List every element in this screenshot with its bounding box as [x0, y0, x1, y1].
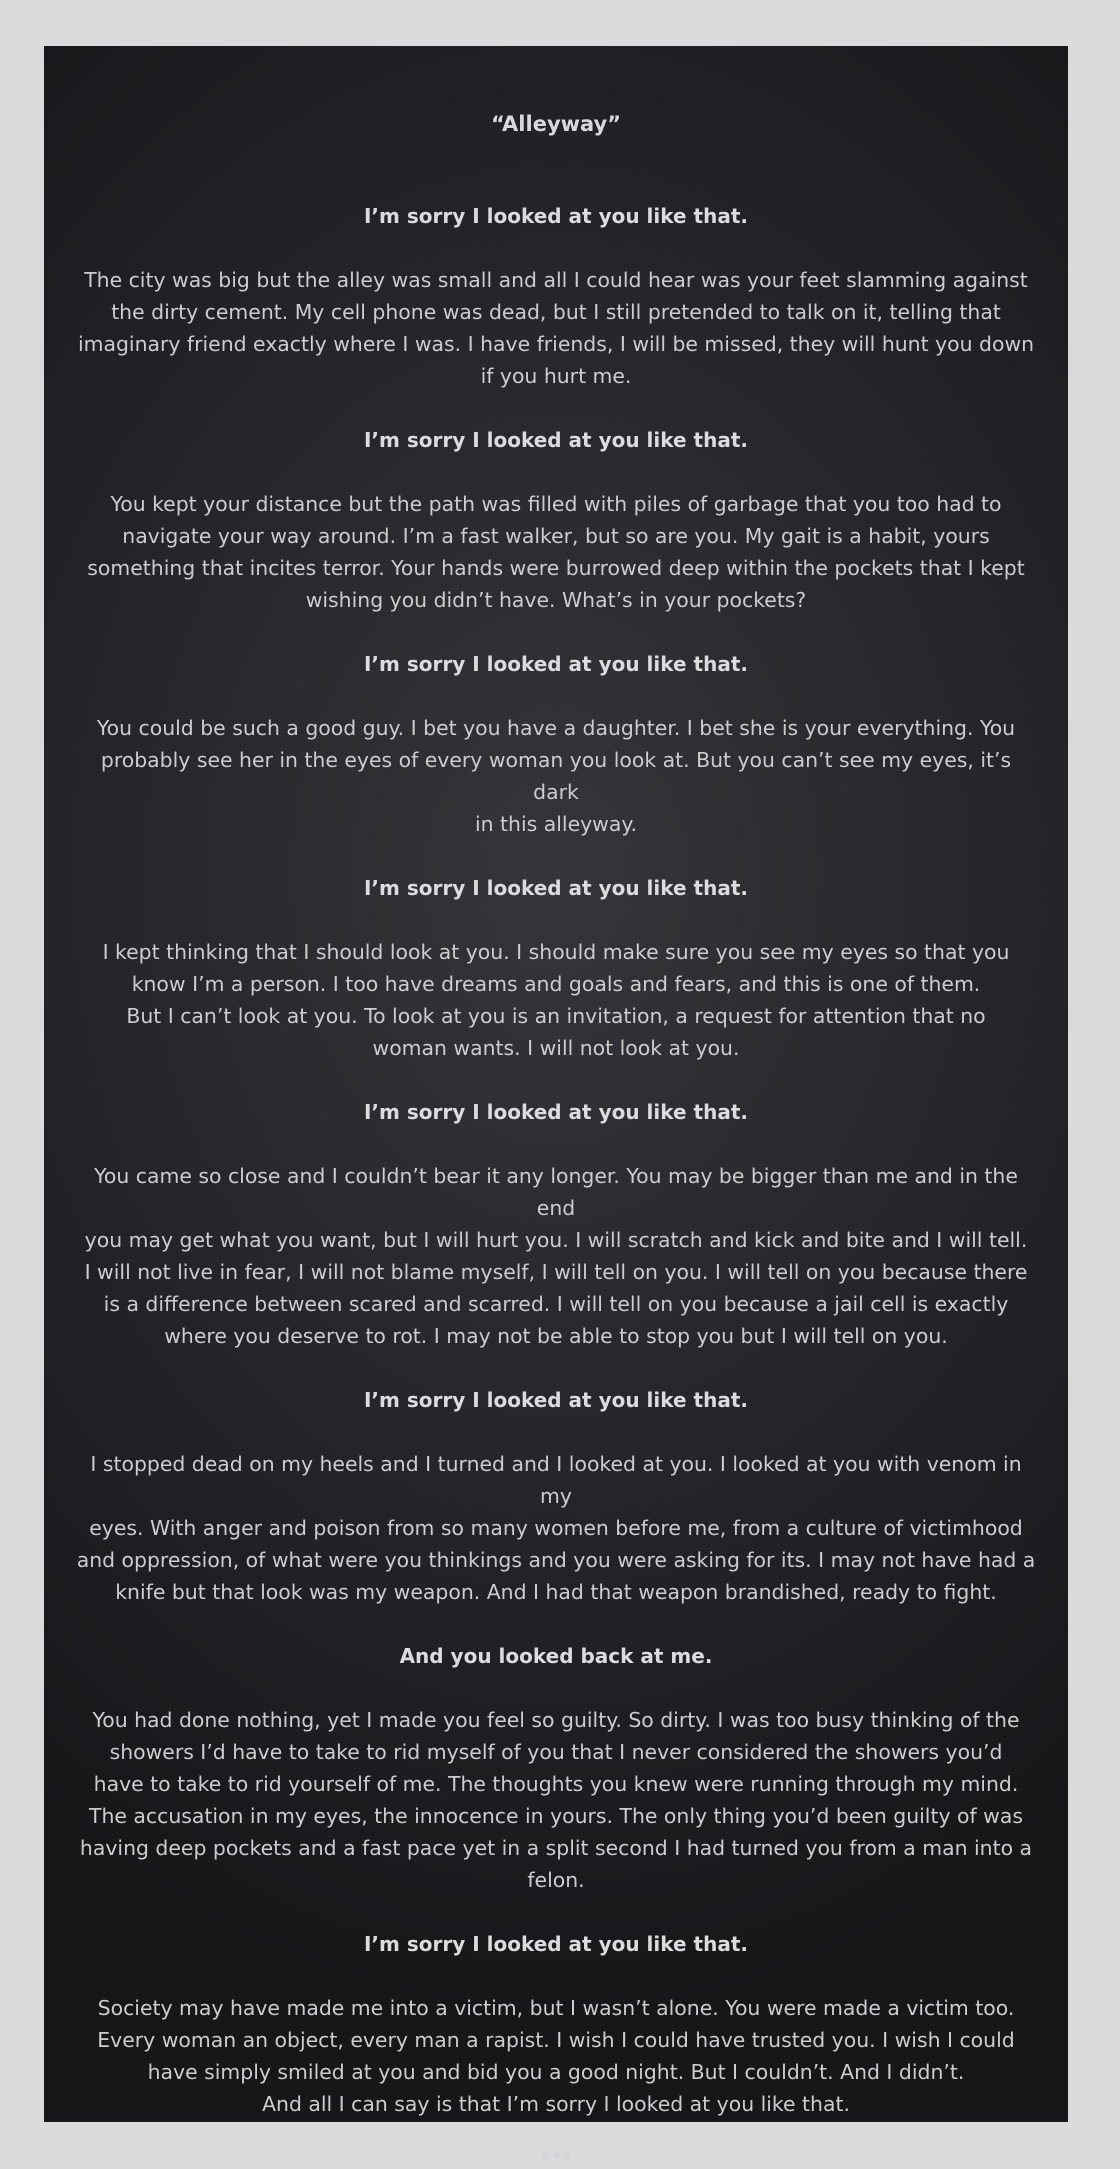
- stanza: I kept thinking that I should look at you. I should make sure you see my eyes so that you know I’m a person. I too have dreams and goals and fears, and this is one of them. But I can’t look at you. To look at you is an invitation, a request for attention that no woman wants. I will not look at you.: [102, 940, 1010, 1060]
- refrain: I’m sorry I looked at you like that.: [363, 204, 748, 228]
- stanza: You kept your distance but the path was filled with piles of garbage that you too had to navigate your way around. I’m a fast walker, but so are you. My gait is a habit, yours something that incites terror. Your hands were burrowed deep within the pockets that I kept wishing you didn’t have. What’s in your pockets?: [87, 492, 1025, 612]
- refrain: I’m sorry I looked at you like that.: [363, 1388, 748, 1412]
- poem-title: “Alleyway”: [490, 112, 622, 136]
- dot: [542, 2152, 549, 2159]
- stanza: You came so close and I couldn’t bear it any longer. You may be bigger than me and in the end you may get what you want, but I will hurt you. I will scratch and kick and bite and I will tell. I will not live in fear, I will not blame myself, I will tell on you. I will tell on you because there is a difference between scared and scarred. I will tell on you because a jail cell is exactly where you deserve to rot. I may not be able to stop you but I will tell on you.: [84, 1164, 1028, 1348]
- dot: [553, 2152, 560, 2159]
- stanza: The city was big but the alley was small and all I could hear was your feet slamming against the dirty cement. My cell phone was dead, but I still pretended to talk on it, telling that imaginary friend exactly where I was. I have friends, I will be missed, they will hunt you down if you hurt me.: [77, 268, 1035, 388]
- poem-card: [44, 46, 1068, 2122]
- refrain: I’m sorry I looked at you like that.: [363, 1100, 748, 1124]
- refrain: I’m sorry I looked at you like that.: [363, 876, 748, 900]
- dot: [564, 2152, 571, 2159]
- stanza: Society may have made me into a victim, but I wasn’t alone. You were made a victim too. Every woman an object, every man a rapist. I wish I could have trusted you. I wish I could have simply smiled at you and bid you a good night. But I couldn’t. And I didn’t. And all I can say is that I’m sorry I looked at you like that.: [97, 1996, 1015, 2116]
- refrain: And you looked back at me.: [399, 1644, 713, 1668]
- stanza: You could be such a good guy. I bet you have a daughter. I bet she is your everything. You probably see her in the eyes of every woman you look at. But you can’t see my eyes, it’s dark in this alleyway.: [96, 716, 1016, 836]
- refrain: I’m sorry I looked at you like that.: [363, 652, 748, 676]
- more-dots-icon: [44, 2152, 1068, 2159]
- refrain: I’m sorry I looked at you like that.: [363, 1932, 748, 1956]
- stanza: I stopped dead on my heels and I turned and I looked at you. I looked at you with venom in my eyes. With anger and poison from so many women before me, from a culture of victimhood and oppression, of what were you thinkings and you were asking for its. I may not have had a knife but that look was my weapon. And I had that weapon brandished, ready to fight.: [76, 1452, 1036, 1604]
- refrain: I’m sorry I looked at you like that.: [363, 428, 748, 452]
- stanza: You had done nothing, yet I made you feel so guilty. So dirty. I was too busy thinking of the showers I’d have to take to rid myself of you that I never considered the showers you’d have to take to rid yourself of me. The thoughts you knew were running through my mind. The accusation in my eyes, the innocence in yours. The only thing you’d been guilty of was having deep pockets and a fast pace yet in a split second I had turned you from a man into a felon.: [79, 1708, 1033, 1892]
